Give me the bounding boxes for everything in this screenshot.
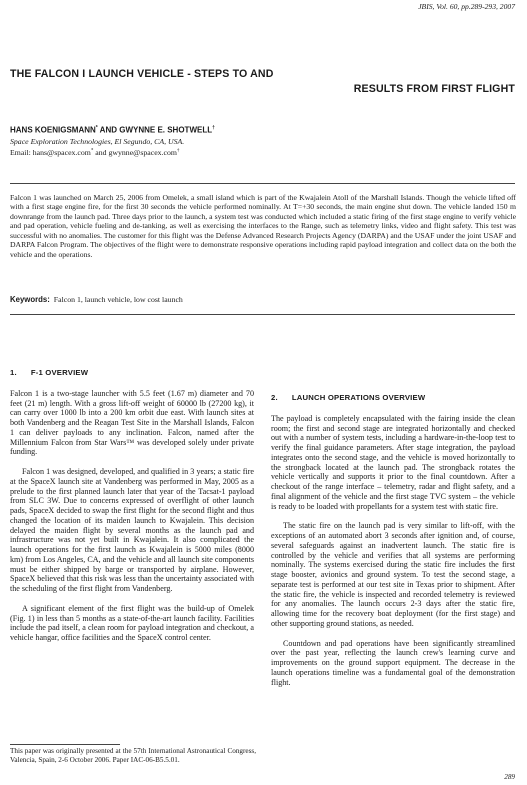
left-column: [10, 368, 254, 653]
email-and: and: [93, 148, 109, 157]
author-1: HANS KOENIGSMANN: [10, 125, 96, 135]
author-emails: [10, 148, 179, 157]
paper-title-line1: THE FALCON I LAUNCH VEHICLE - STEPS TO AND: [10, 68, 274, 80]
keywords: [10, 295, 183, 304]
section-2-paragraph-2: The static fire on the launch pad is very similar to lift-off, with the exceptions of an automated abort 3 seconds after ignition and, of course, several safeguards against an inadvertent launch. The static fire is controlled by the vehicle and verifies that all systems are performing nominally. The systems exercised during the static fire includes the first stage booster, avionics and ground system. To test the second stage, a separate test is performed at our test site in Texas prior to shipment. After the static fire, the vehicle is inspected and recorded telemetry is reviewed for any anomalies. The launch occurs 2-3 days after the static fire, allowing time for the recovery boat deployment (for the first stage) and other supporting ground stations, as needed.: [271, 521, 515, 628]
author-list: [10, 125, 215, 135]
paper-title-line2: RESULTS FROM FIRST FLIGHT: [353, 83, 515, 95]
email-2[interactable]: gwynne@spacex.com: [108, 148, 177, 157]
section-1-heading: 1. F-1 OVERVIEW: [10, 368, 89, 377]
right-column: [271, 393, 515, 697]
email-prefix: Email:: [10, 148, 33, 157]
abstract-top-rule: [10, 183, 515, 184]
keywords-label: Keywords:: [10, 295, 50, 304]
abstract: Falcon 1 was launched on March 25, 2006 from Omelek, a small island which is part of the Kwajalein Atoll of the Marshall Islands. Though the vehicle lifted off with a first stage engine fire, for the first 30 seconds the vehicle performed nominally. At T=+30 seconds, the main engine shut down. The vehicle landed 150 m downrange from the launch pad. Three days prior to the launch, a system test was conducted which included a static firing of the first stage engine to verify vehicle and pad operation, vehicle fueling and de-tanking, as well as exercising the interfaces to the Range, such as telemetry links, video and flight safety. This test was successful with no anomalies. The customer for this flight was the Defense Advanced Research Projects Agency (DARPA) and the USAF under the joint USAF and DARPA Falcon Program. The objectives of the flight were to demonstrate responsive operations including rapid payload integration and collect data on the both the vehicle and the operations.: [10, 193, 516, 259]
section-1-paragraph-1: Falcon 1 is a two-stage launcher with 5.5 feet (1.67 m) diameter and 70 feet (21 m) length. With a gross lift-off weight of 60000 lb (27200 kg), it can carry over 1000 lb into a 200 km orbit due east. With launch sites at both Vandenberg and the Reagan Test Site in the Marshall Islands, Falcon 1 can deliver payloads to any inclination. Falcon, named after the Millennium Falcon from Star Wars™ was developed solely under private funding.: [10, 388, 254, 457]
abstract-bottom-rule: [10, 314, 515, 315]
author-2-mark: †: [212, 125, 215, 131]
page-number: 289: [504, 773, 515, 781]
section-2-heading: 2. LAUNCH OPERATIONS OVERVIEW: [271, 393, 426, 402]
author-1-mark: *: [95, 125, 98, 131]
keywords-list: Falcon 1, launch vehicle, low cost launch: [53, 295, 183, 304]
author-2: GWYNNE E. SHOTWELL: [119, 125, 213, 135]
section-1-paragraph-3: A significant element of the first flight was the build-up of Omelek (Fig. 1) in less than 5 months as a state-of-the-art launch facility. Facilities include the pad itself, a clean room for payload integration and checkout, a vehicle hangar, office facilities and the SpaceX control center.: [10, 603, 254, 642]
email-1-mark: *: [90, 148, 94, 154]
section-1-paragraph-2: Falcon 1 was designed, developed, and qualified in 3 years; a static fire at the SpaceX launch site at Vandenberg was performed in May, 2005 as a prelude to the first planned launch later that year of the Tacsat-1 payload from SLC 3W. Due to concerns expressed of overflight of other launch pads, SpaceX decided to swap the first flight for the second flight and thus changed the location of its maiden launch to Kwajalein. This decision delayed the maiden flight by several months as the launch pad and infrastructure was not yet built in Kwajalein. It also complicated the launch operations for the first launch as Kwajalein is 5000 miles (8000 km) from Los Angeles, CA, and the vehicle and all launch site components must be either shipped by barge or transported by airplane. However, SpaceX believed that this risk was less than the uncertainty associated with the scheduling of the first flight from Vandenberg.: [10, 467, 254, 593]
affiliation: Space Exploration Technologies, El Segundo, CA, USA.: [10, 137, 185, 146]
section-2-paragraph-3: Countdown and pad operations have been significantly streamlined over the past year, reflecting the launch crew's learning curve and improvements on the ground support equipment. The decrease in the launch operations timeline was a fundamental goal of the demonstration flight.: [271, 638, 515, 687]
email-2-mark: †: [176, 148, 180, 154]
footnote: This paper was originally presented at the 57th International Astronautical Congress, Valencia, Spain, 2-6 October 2006. Paper IAC-06-B5.5.01.: [10, 747, 256, 764]
footnote-rule: [10, 744, 120, 745]
email-1[interactable]: hans@spacex.com: [32, 148, 91, 157]
running-head: JBIS, Vol. 60, pp.289-293, 2007: [418, 2, 515, 11]
author-connector: AND: [97, 125, 120, 135]
section-2-paragraph-1: The payload is completely encapsulated with the fairing inside the clean room; the first and second stage are integrated horizontally and checked out with a number of system tests, including a hardware-in-the-loop test to verify the final guidance parameters. After stage integration, the payload integrates onto the second stage, and the vehicle is moved horizontally to the strongback located at the launch pad. The strongback rotates the vehicle vertically and supports it prior to the final countdown. After a checkout of the range interface – telemetry, radar and flight safety, and a final alignment of the vehicle and the first stage TVC system – the vehicle is ready to be loaded with propellants for a system test with static fire.: [271, 413, 515, 511]
